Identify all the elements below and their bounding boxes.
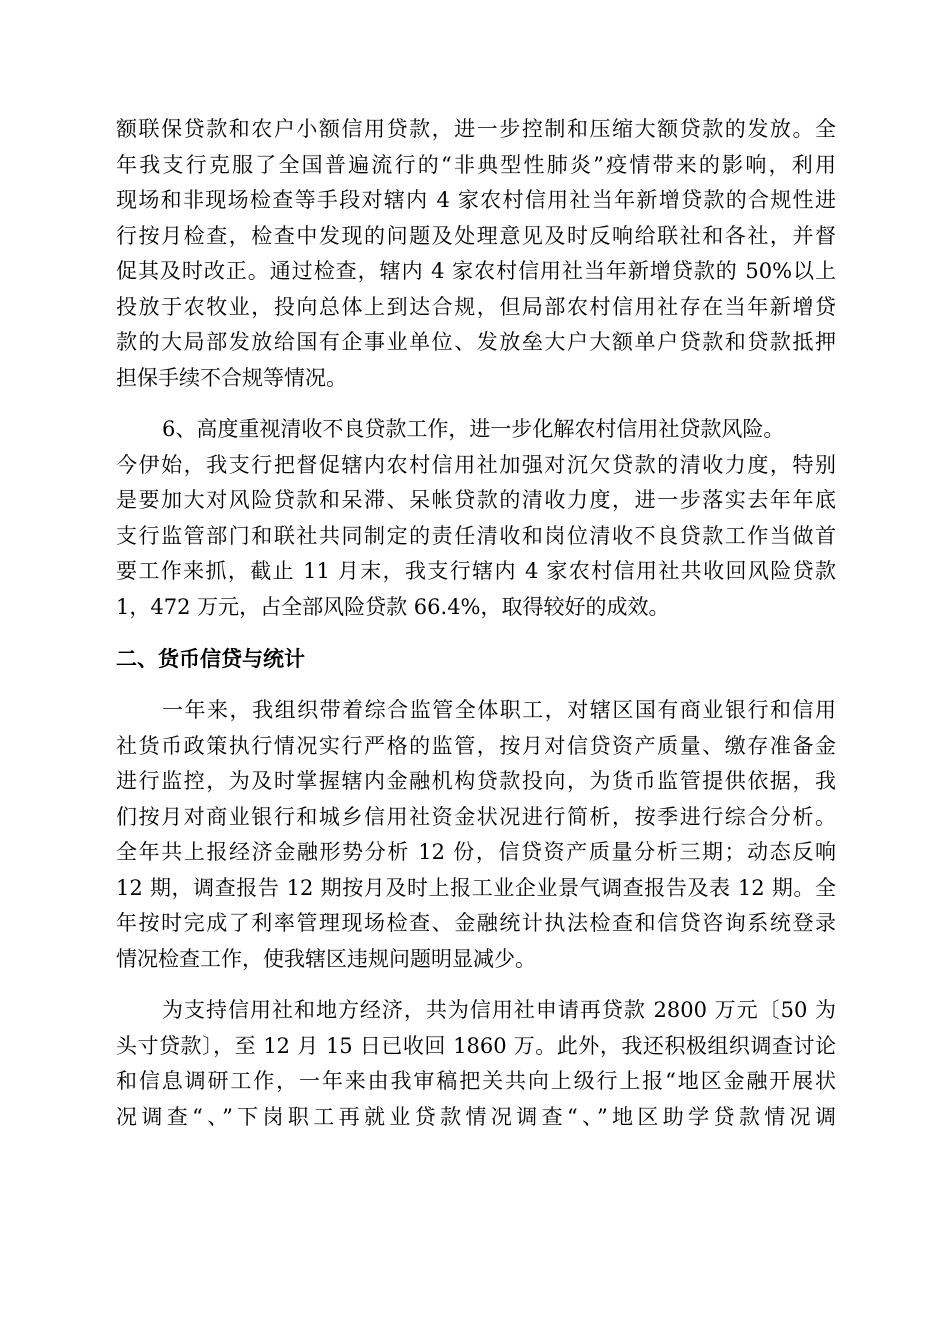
text-line: 年按时完成了利率管理现场检查、金融统计执法检查和信贷咨询系统登录 [116, 911, 836, 935]
text-line: 现场和非现场检查等手段对辖内 4 家农村信用社当年新增贷款的合规性进 [116, 188, 836, 212]
paragraph-spacer [116, 677, 836, 693]
text-line: 况调查“、”下岗职工再就业贷款情况调查“、”地区助学贷款情况调 [116, 1104, 836, 1129]
text-line: 年我支行克服了全国普遍流行的“非典型性肺炎”疫情带来的影响，利用 [116, 152, 836, 177]
text-line: 款的大局部发放给国有企事业单位、发放垒大户大额单户贷款和贷款抵押 [116, 330, 836, 354]
paragraph-spacer [116, 977, 836, 993]
paragraph-bad-loan-recovery [116, 412, 836, 625]
paragraph-spacer [116, 396, 836, 412]
text-line: 全年共上报经济金融形势分析 12 份，信贷资产质量分析三期；动态反响 [116, 840, 836, 864]
paragraph-spacer [116, 625, 836, 641]
text-line: 今伊始，我支行把督促辖内农村信用社加强对沉欠贷款的清收力度，特别 [116, 452, 836, 477]
paragraph-relending [116, 993, 836, 1135]
paragraph-monetary-credit [116, 693, 836, 977]
paragraph-loan-compliance [116, 112, 836, 396]
text-line: 行按月检查，检查中发现的问题及处理意见及时反响给联社和各社，并督 [116, 223, 836, 248]
text-line: 要工作来抓，截止 11 月末，我支行辖内 4 家农村信用社共收回风险贷款 [116, 559, 836, 583]
text-line: 支行监管部门和联社共同制定的责任清收和岗位清收不良贷款工作当做首 [116, 523, 836, 548]
text-line: 投放于农牧业，投向总体上到达合规，但局部农村信用社存在当年新增贷 [116, 294, 836, 319]
text-line: 和信息调研工作，一年来由我审稿把关共向上级行上报“地区金融开展状 [116, 1069, 836, 1093]
text-line: 为支持信用社和地方经济，共为信用社申请再贷款 2800 万元〔50 为 [162, 998, 836, 1022]
text-line: 情况检查工作，使我辖区违规问题明显减少。 [116, 946, 536, 971]
text-line: 促其及时改正。通过检查，辖内 4 家农村信用社当年新增贷款的 50%以上 [116, 259, 836, 283]
text-line: 额联保贷款和农户小额信用贷款，进一步控制和压缩大额贷款的发放。全 [116, 117, 836, 141]
text-line: 一年来，我组织带着综合监管全体职工，对辖区国有商业银行和信用 [162, 698, 836, 722]
text-line: 是要加大对风险贷款和呆滞、呆帐贷款的清收力度，进一步落实去年年底 [116, 488, 836, 512]
text-line: 担保手续不合规等情况。 [116, 365, 347, 390]
text-line: 6、高度重视清收不良贷款工作，进一步化解农村信用社贷款风险。 [162, 417, 785, 441]
text-line: 头寸贷款〕，至 12 月 15 日已收回 1860 万。此外，我还积极组织调查讨论 [116, 1033, 836, 1058]
text-line: 12 期，调查报告 12 期按月及时上报工业企业景气调查报告及表 12 期。全 [116, 875, 836, 900]
text-line: 进行监控，为及时掌握辖内金融机构贷款投向，为货币监管提供依据，我 [116, 769, 836, 793]
text-line: 社货币政策执行情况实行严格的监管，按月对信贷资产质量、缴存准备金 [116, 733, 836, 758]
text-line: 们按月对商业银行和城乡信用社资金状况进行简析，按季进行综合分析。 [116, 804, 836, 829]
section-heading: 二、货币信贷与统计 [116, 647, 305, 671]
text-line: 1，472 万元，占全部风险贷款 66.4%，取得较好的成效。 [116, 594, 670, 619]
document-body [116, 112, 836, 1135]
